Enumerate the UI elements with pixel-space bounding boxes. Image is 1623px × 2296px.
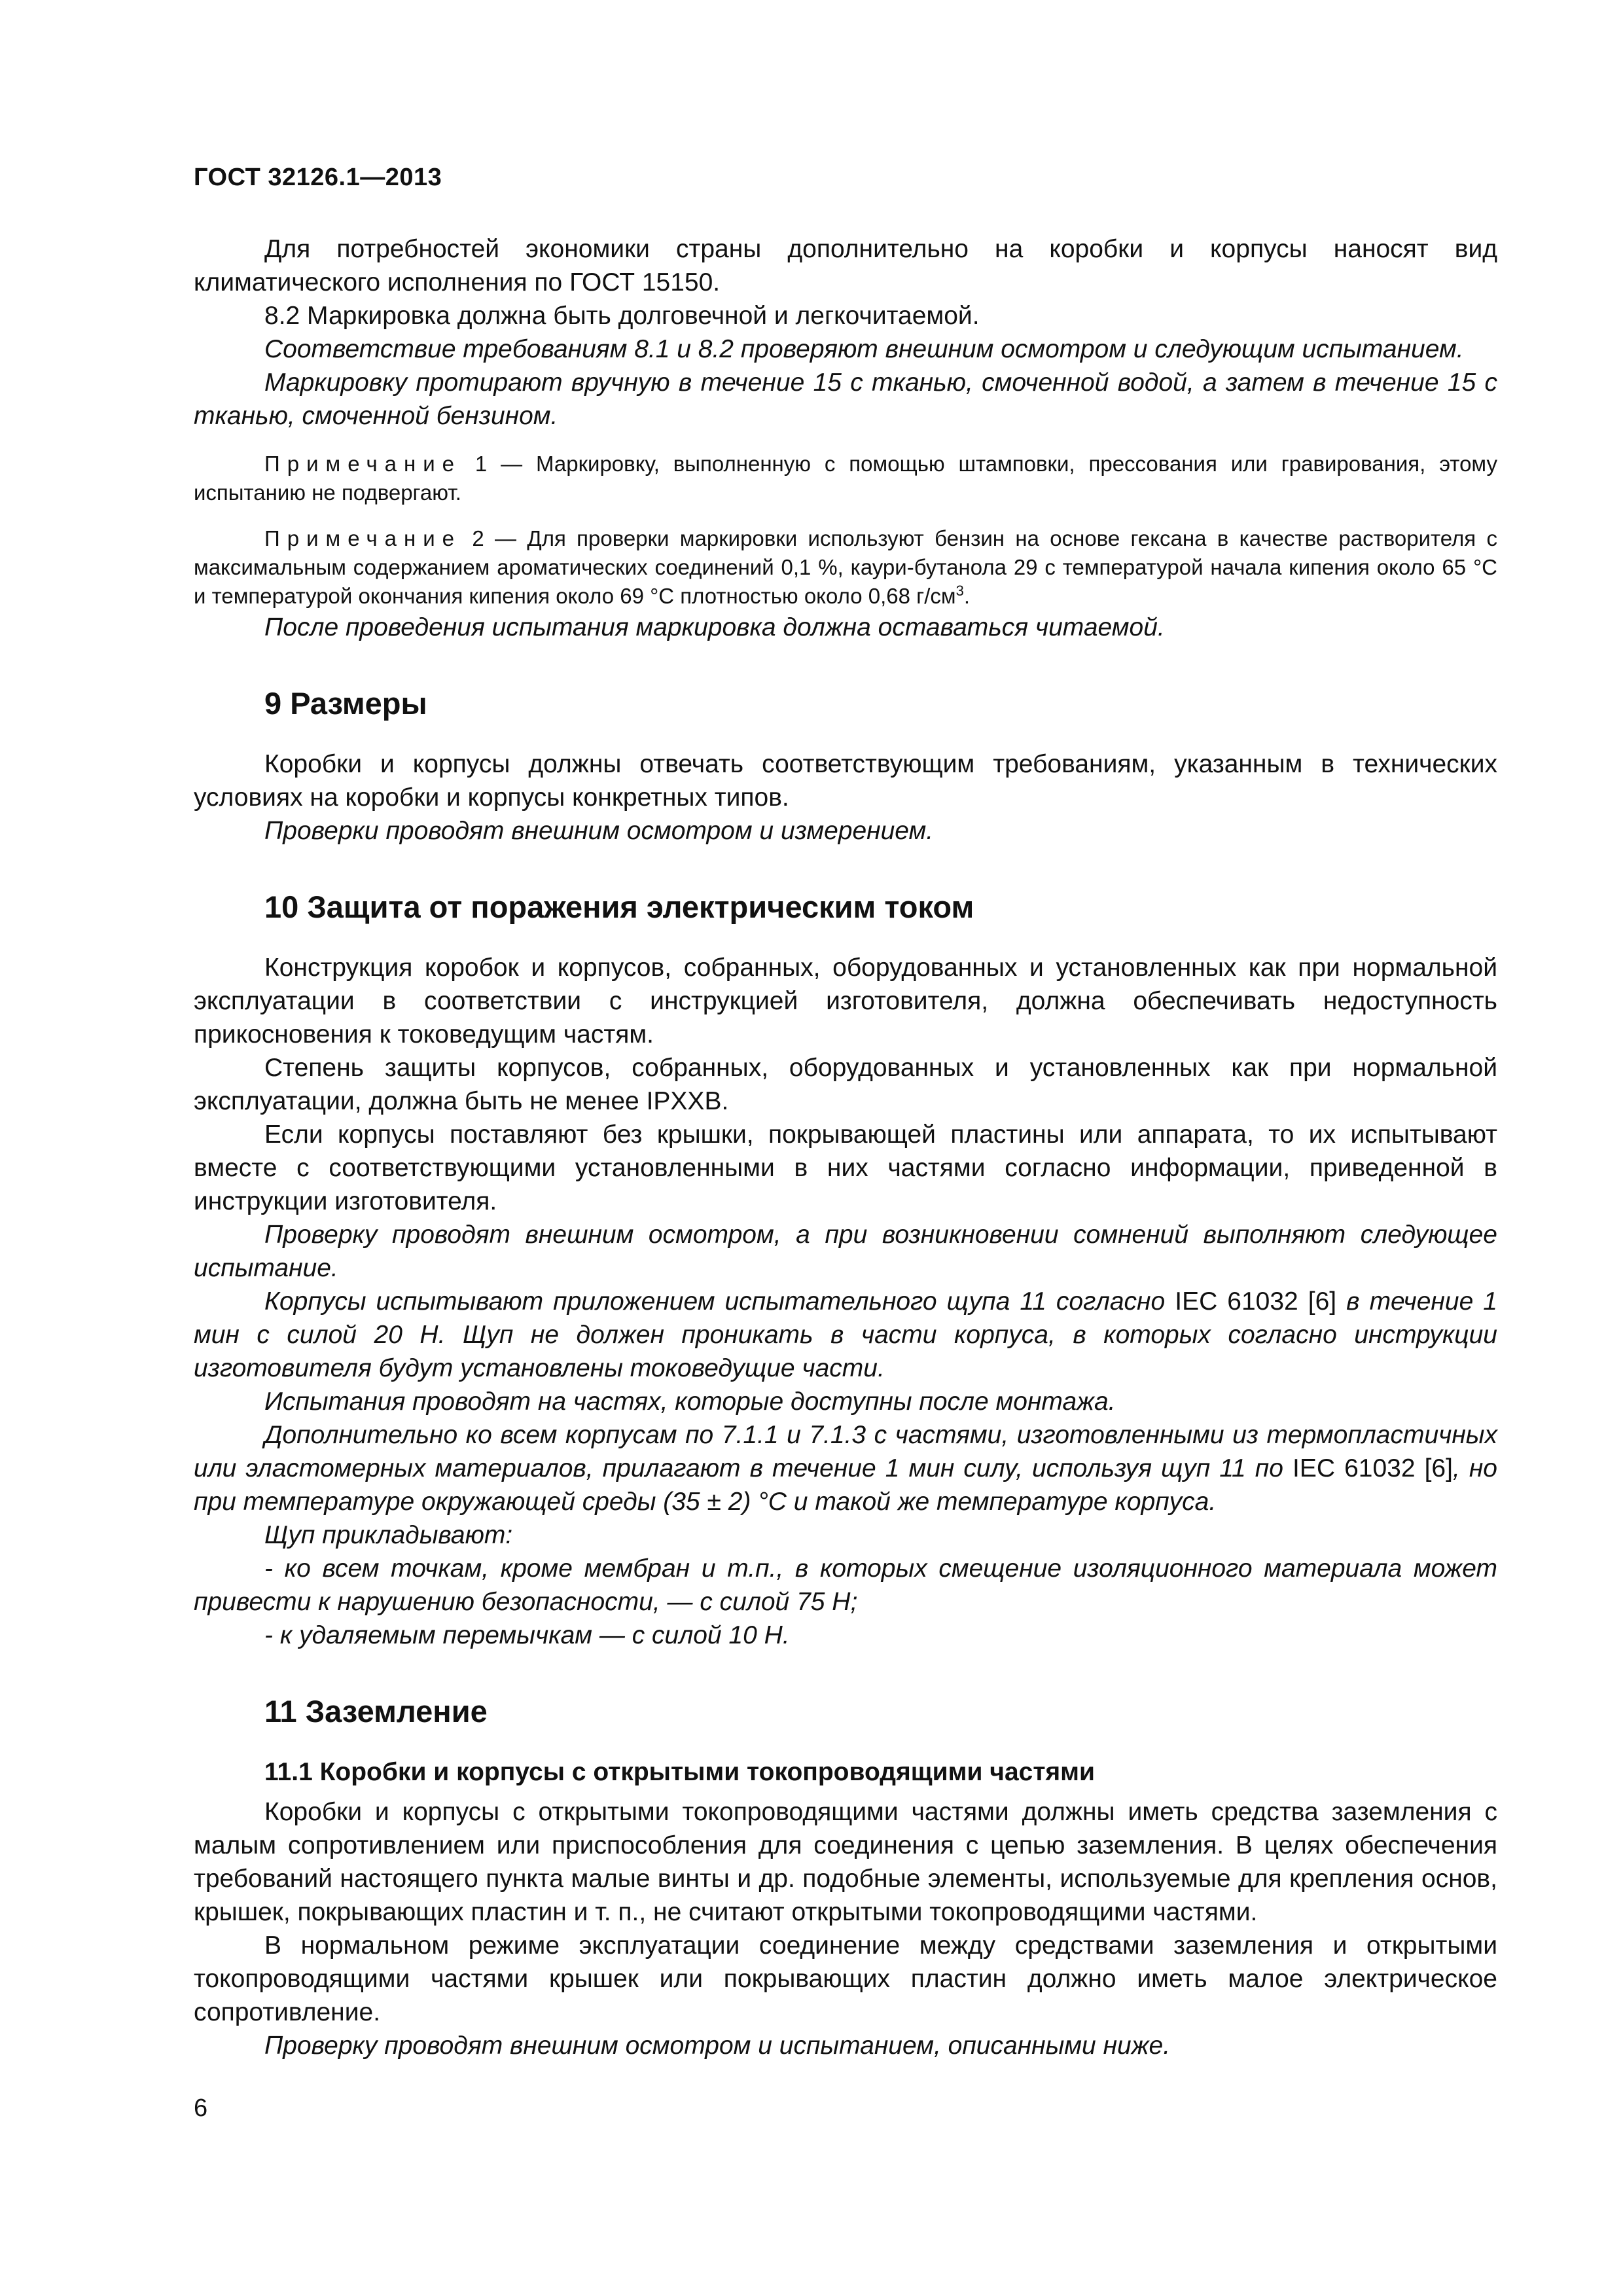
paragraph: Конструкция коробок и корпусов, собранных, оборудованных и установленных как при нормальной эксплуатации в соответствии с инструкцией изготовителя, должна обеспечивать недоступность прикосновения к токоведущим частям. bbox=[194, 954, 1497, 1049]
paragraph-fragment: в течение 1 мин с силой 20 Н. Щуп не должен проникать в части корпуса, в которых согласно инструкции изготовителя будут установлены токоведущие части. bbox=[194, 1287, 1497, 1382]
paragraph: Щуп прикладывают: bbox=[264, 1521, 513, 1549]
subsection-heading: 11.1 Коробки и корпусы с открытыми токопроводящими частями bbox=[264, 1758, 1096, 1786]
paragraph bbox=[194, 1285, 1497, 1385]
paragraph: Проверки проводят внешним осмотром и измерением. bbox=[264, 817, 934, 845]
paragraph: Испытания проводят на частях, которые доступны после монтажа. bbox=[264, 1388, 1116, 1416]
document-body bbox=[194, 232, 1497, 2062]
paragraph: - ко всем точкам, кроме мембран и т.п., в которых смещение изоляционного материала может привести к нарушению безопасности, — с силой 75 Н; bbox=[194, 1554, 1497, 1616]
reference-text: IEC 61032 [6] bbox=[1175, 1287, 1337, 1316]
document-header: ГОСТ 32126.1—2013 bbox=[194, 164, 442, 191]
section-heading: 11 Заземление bbox=[264, 1694, 488, 1729]
note-text-end: . bbox=[963, 584, 970, 608]
paragraph: В нормальном режиме эксплуатации соединение между средствами заземления и открытыми токопроводящими частями крышек или покрывающих пластин должно иметь малое электрическое сопротивление. bbox=[194, 1931, 1497, 2026]
paragraph: Соответствие требованиям 8.1 и 8.2 проверяют внешним осмотром и следующим испытанием. bbox=[264, 335, 1464, 363]
paragraph-fragment: Корпусы испытывают приложением испытательного щупа 11 согласно bbox=[264, 1287, 1175, 1316]
paragraph: 8.2 Маркировка должна быть долговечной и легкочитаемой. bbox=[264, 302, 980, 330]
note-text: 2 — Для проверки маркировки используют бензин на основе гексана в качестве растворителя с максимальным содержанием ароматических соединений 0,1 %, каури-бутанола 29 с температурой начала кипения около 65 °С и температурой окончания кипения около 69 °С плотностью около 0,68 г/см bbox=[194, 526, 1497, 608]
paragraph: Степень защиты корпусов, собранных, оборудованных и установленных как при нормальной эксплуатации, должна быть не менее IPXXB. bbox=[194, 1054, 1497, 1115]
section-heading: 10 Защита от поражения электрическим током bbox=[264, 889, 974, 924]
paragraph: Для потребностей экономики страны дополнительно на коробки и корпусы наносят вид климатического исполнения по ГОСТ 15150. bbox=[194, 235, 1497, 296]
note-label: Примечание bbox=[264, 526, 462, 550]
note-label: Примечание bbox=[264, 452, 462, 476]
paragraph: - к удаляемым перемычкам — с силой 10 Н. bbox=[264, 1621, 790, 1649]
page-number: 6 bbox=[194, 2094, 208, 2122]
reference-text: IEC 61032 [6] bbox=[1293, 1454, 1453, 1482]
note-text: 1 — Маркировку, выполненную с помощью штамповки, прессования или гравирования, этому испытанию не подвергают. bbox=[194, 452, 1497, 505]
paragraph: После проведения испытания маркировка должна оставаться читаемой. bbox=[264, 613, 1165, 641]
superscript: 3 bbox=[955, 583, 964, 599]
paragraph: Проверку проводят внешним осмотром, а при возникновении сомнений выполняют следующее испытание. bbox=[194, 1221, 1497, 1282]
note bbox=[194, 524, 1497, 611]
paragraph-fragment: , но при температуре окружающей среды (35 ± 2) °С и такой же температуре корпуса. bbox=[194, 1454, 1497, 1516]
paragraph: Коробки и корпусы с открытыми токопроводящими частями должны иметь средства заземления с малым сопротивлением или приспособления для соединения с цепью заземления. В целях обеспечения требований настоящего пункта малые винты и др. подобные элементы, используемые для крепления основ, крышек, покрывающих пластин и т. п., не считают открытыми токопроводящими частями. bbox=[194, 1798, 1497, 1926]
paragraph: Маркировку протирают вручную в течение 15 с тканью, смоченной водой, а затем в течение 15 с тканью, смоченной бензином. bbox=[194, 368, 1497, 430]
paragraph-fragment: Дополнительно ко всем корпусам по 7.1.1 и 7.1.3 с частями, изготовленными из термопластичных или эластомерных материалов, прилагают в течение 1 мин силу, используя щуп 11 по bbox=[194, 1421, 1497, 1482]
note bbox=[194, 450, 1497, 507]
paragraph: Коробки и корпусы должны отвечать соответствующим требованиям, указанным в технических условиях на коробки и корпусы конкретных типов. bbox=[194, 750, 1497, 812]
section-heading: 9 Размеры bbox=[264, 686, 427, 721]
paragraph bbox=[194, 1418, 1497, 1518]
paragraph: Если корпусы поставляют без крышки, покрывающей пластины или аппарата, то их испытывают вместе с соответствующими установленными в них частями согласно информации, приведенной в инструкции изготовителя. bbox=[194, 1121, 1497, 1215]
paragraph: Проверку проводят внешним осмотром и испытанием, описанными ниже. bbox=[264, 2032, 1171, 2060]
